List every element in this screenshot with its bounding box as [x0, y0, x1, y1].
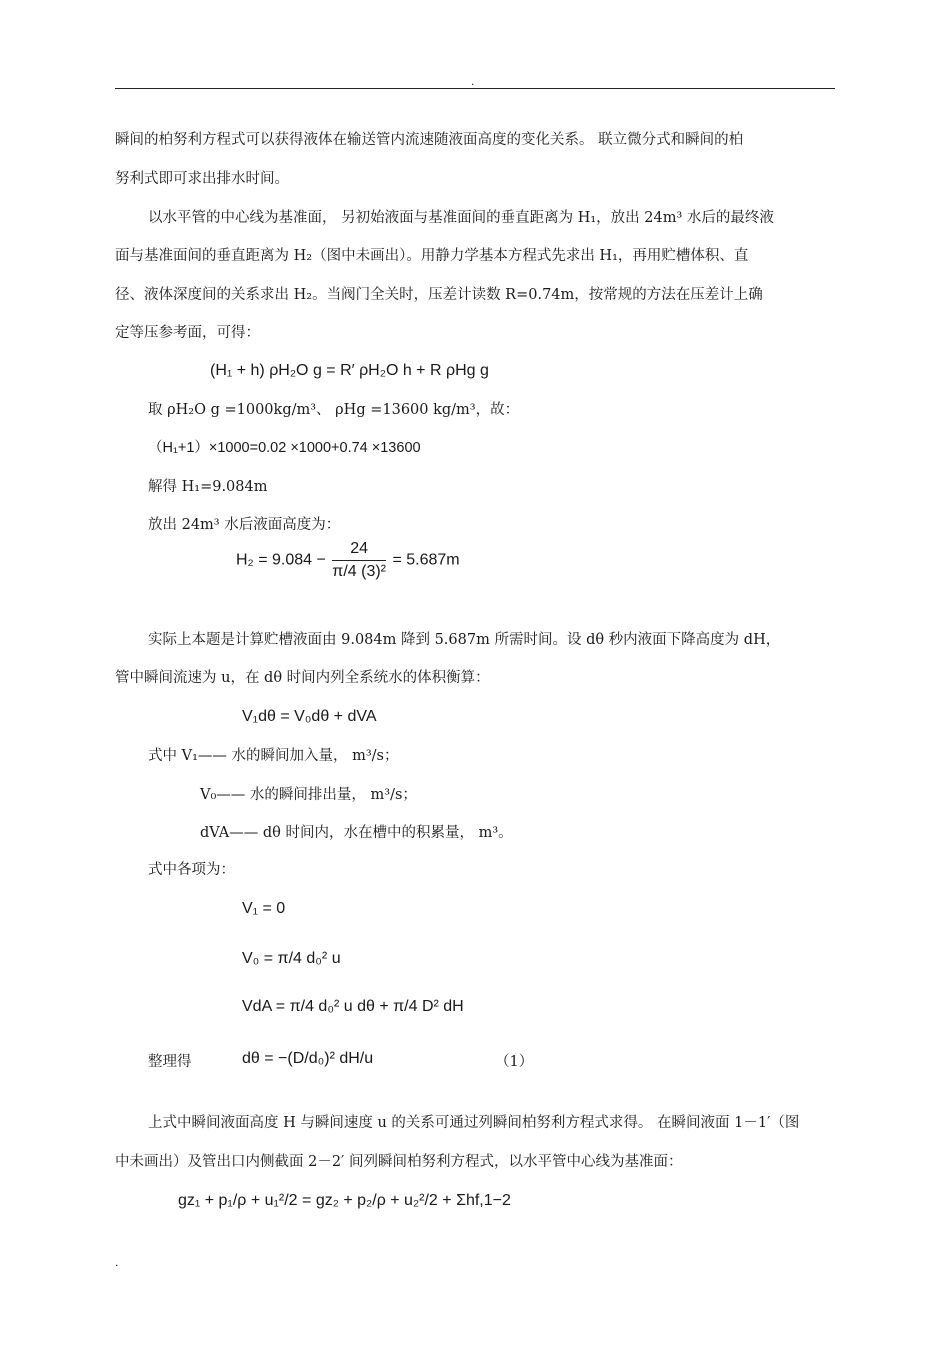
paragraph-line: 定等压参考面，可得：: [115, 325, 260, 341]
paragraph-line: 式中各项为：: [148, 862, 235, 878]
paragraph-line: 上式中瞬间液面高度 H 与瞬间速度 u 的关系可通过列瞬间柏努利方程式求得。 在瞬间液面 1－1′（图: [148, 1115, 800, 1131]
equation-h2: [236, 538, 460, 583]
equation-v1: V₁ = 0: [242, 900, 286, 917]
paragraph-line: 整理得: [148, 1054, 192, 1070]
equation-volume-balance: V₁dθ = V₀dθ + dVA: [242, 708, 377, 725]
equation-v0: V₀ = π/4 d₀² u: [242, 950, 341, 967]
paragraph-line: 放出 24m³ 水后液面高度为：: [148, 517, 341, 533]
paragraph-line: 实际上本题是计算贮槽液面由 9.084m 降到 5.687m 所需时间。设 dθ 秒内液面下降高度为 dH，: [148, 632, 781, 648]
header-rule: [115, 88, 835, 89]
paragraph-line: 瞬间的柏努利方程式可以获得液体在输送管内流速随液面高度的变化关系。 联立微分式和瞬间的柏: [115, 132, 744, 148]
paragraph-line: 面与基准面间的垂直距离为 H₂（图中未画出）。用静力学基本方程式先求出 H₁，再用贮槽体积、直: [115, 248, 749, 264]
paragraph-line: V₀—— 水的瞬间排出量， m³/s；: [200, 787, 417, 803]
paragraph-line: 径、液体深度间的关系求出 H₂。当阀门全关时，压差计读数 R=0.74m，按常规的方法在压差计上确: [115, 287, 763, 303]
paragraph-line: 解得 H₁=9.084m: [148, 479, 268, 495]
equation-number: （1）: [495, 1054, 534, 1070]
equation-vda: VdA = π/4 d₀² u dθ + π/4 D² dH: [242, 998, 464, 1015]
header-dot: .: [471, 74, 475, 88]
paragraph-line: 以水平管的中心线为基准面， 另初始液面与基准面间的垂直距离为 H₁，放出 24m³ 水后的最终液: [148, 210, 774, 226]
equation-h2-denominator: π/4 (3)²: [332, 563, 386, 580]
equation-h2-fraction: [332, 538, 386, 583]
paragraph-line: 取 ρH₂O g =1000kg/m³、 ρHg =13600 kg/m³，故：: [148, 402, 520, 418]
equation-h2-left: H₂ = 9.084 −: [236, 551, 326, 569]
paragraph-line: 中未画出）及管出口内侧截面 2－2′ 间列瞬间柏努利方程式，以水平管中心线为基准面：: [115, 1154, 683, 1170]
footer-dot: .: [115, 1255, 119, 1269]
paragraph-line: （H₁+1）×1000=0.02 ×1000+0.74 ×13600: [148, 440, 421, 456]
equation-h2-right: = 5.687m: [392, 551, 460, 569]
equation-static-balance: (H₁ + h) ρH₂O g = R′ ρH₂O h + R ρHg g: [210, 362, 489, 379]
equation-bernoulli: gz₁ + p₁/ρ + u₁²/2 = gz₂ + p₂/ρ + u₂²/2 + Σhf,1−2: [178, 1192, 511, 1209]
paragraph-line: 努利式即可求出排水时间。: [115, 171, 289, 187]
paragraph-line: 式中 V₁—— 水的瞬间加入量， m³/s；: [148, 748, 399, 764]
equation-dtheta: dθ = −(D/d₀)² dH/u: [242, 1050, 374, 1067]
paragraph-line: dVA—— dθ 时间内，水在槽中的积累量， m³。: [200, 825, 513, 841]
paragraph-line: 管中瞬间流速为 u，在 dθ 时间内列全系统水的体积衡算：: [115, 670, 490, 686]
equation-h2-numerator: 24: [332, 538, 386, 561]
